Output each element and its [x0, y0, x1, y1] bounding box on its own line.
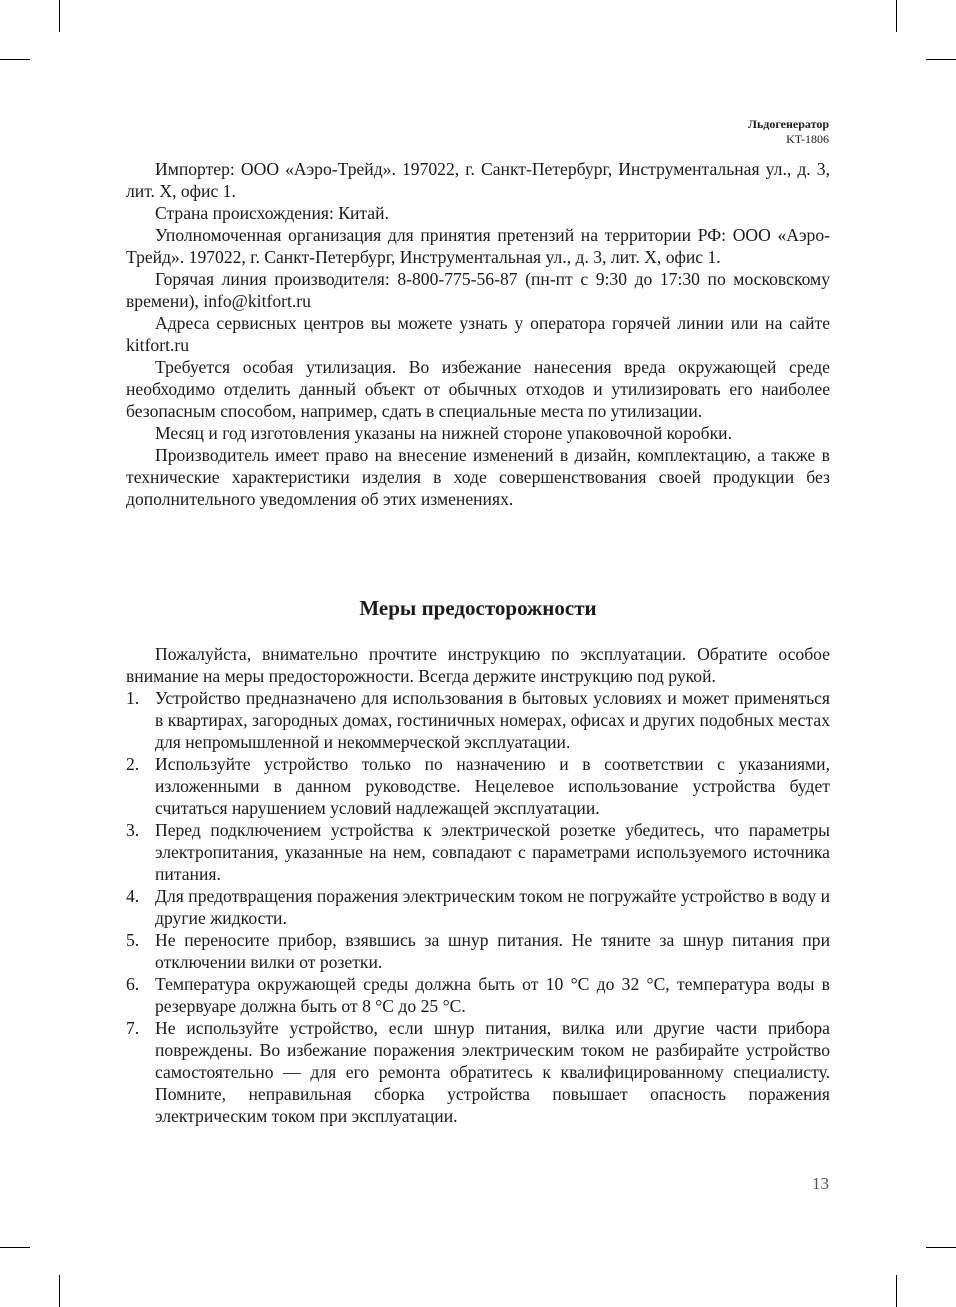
- page-number: 13: [812, 1174, 829, 1193]
- info-block: [126, 158, 830, 510]
- importer-paragraph: Импортер: ООО «Аэро-Трейд». 197022, г. Санкт-Петербург, Инструментальная ул., д. 3, лит. Х, офис 1.: [126, 159, 830, 201]
- running-header: [748, 117, 829, 147]
- list-item-text: Температура окружающей среды должна быть от 10 °С до 32 °С, температура воды в резервуаре должна быть от 8 °С до 25 °С.: [155, 974, 830, 1016]
- list-item: [126, 1017, 830, 1127]
- claims-organization-paragraph: Уполномоченная организация для принятия претензий на территории РФ: ООО «Аэро-Трейд». 197022, г. Санкт-Петербург, Инструментальная ул., д. 3, лит. Х, офис 1.: [126, 225, 830, 267]
- list-item-text: Для предотвращения поражения электрическим током не погружайте устройство в воду и другие жидкости.: [155, 886, 830, 928]
- list-item-number: 3.: [126, 820, 140, 840]
- list-item-number: 4.: [126, 886, 140, 906]
- list-item-text: Устройство предназначено для использования в бытовых условиях и может применяться в квартирах, загородных домах, гостиничных номерах, офисах и других подобных местах для непромышленной и некоммерческой эксплуатации.: [155, 688, 830, 752]
- crop-mark-bottom-left-vertical: [59, 1275, 60, 1307]
- list-item-text: Используйте устройство только по назначению и в соответствии с указаниями, изложенными в данном руководстве. Нецелевое использование устройства будет считаться нарушением условий надлежащей эксплуатации.: [155, 754, 830, 818]
- crop-mark-top-right-horizontal: [926, 59, 956, 60]
- crop-mark-bottom-right-vertical: [896, 1275, 897, 1307]
- crop-mark-bottom-right-horizontal: [926, 1247, 956, 1248]
- manufacturer-rights-paragraph: Производитель имеет право на внесение изменений в дизайн, комплектацию, а также в технические характеристики изделия в ходе совершенствования своей продукции без дополнительного уведомления об этих изменениях.: [126, 445, 830, 509]
- list-item-text: Перед подключением устройства к электрической розетке убедитесь, что параметры электропитания, указанные на нем, совпадают с параметрами используемого источника питания.: [155, 820, 830, 884]
- list-item: [126, 753, 830, 819]
- country-paragraph: Страна происхождения: Китай.: [155, 203, 389, 223]
- list-item: [126, 929, 830, 973]
- list-item-number: 7.: [126, 1018, 140, 1038]
- list-item-number: 1.: [126, 688, 140, 708]
- crop-mark-bottom-left-horizontal: [0, 1247, 30, 1248]
- list-item: [126, 819, 830, 885]
- hotline-paragraph: Горячая линия производителя: 8-800-775-56-87 (пн-пт с 9:30 до 17:30 по московскому времени), info@kitfort.ru: [126, 269, 830, 311]
- precautions-list: [126, 687, 830, 1127]
- crop-mark-top-right-vertical: [896, 0, 897, 32]
- list-item-text: Не используйте устройство, если шнур питания, вилка или другие части прибора повреждены. Во избежание поражения электрическим током не разбирайте устройство самостоятельно — для его ремонта обратитесь к квалифицированному специалисту. Помните, неправильная сборка устройства повышает опасность поражения электрическим током при эксплуатации.: [155, 1018, 830, 1126]
- section-title: Меры предосторожности: [359, 596, 597, 620]
- list-item-text: Не переносите прибор, взявшись за шнур питания. Не тяните за шнур питания при отключении вилки от розетки.: [155, 930, 830, 972]
- list-item: [126, 687, 830, 753]
- list-item: [126, 973, 830, 1017]
- list-item: [126, 885, 830, 929]
- list-item-number: 2.: [126, 754, 140, 774]
- service-centers-paragraph: Адреса сервисных центров вы можете узнать у оператора горячей линии или на сайте kitfort.ru: [126, 313, 830, 355]
- precautions-intro: Пожалуйста, внимательно прочтите инструкцию по эксплуатации. Обратите особое внимание на меры предосторожности. Всегда держите инструкцию под рукой.: [126, 644, 830, 686]
- list-item-number: 6.: [126, 974, 140, 994]
- header-product-name: Льдогенератор: [748, 117, 829, 131]
- list-item-number: 5.: [126, 930, 140, 950]
- crop-mark-top-left-vertical: [59, 0, 60, 32]
- manufacture-date-paragraph: Месяц и год изготовления указаны на нижней стороне упаковочной коробки.: [155, 423, 732, 443]
- precautions-section: [126, 643, 830, 1127]
- crop-mark-top-left-horizontal: [0, 59, 30, 60]
- header-model: KT-1806: [786, 132, 829, 146]
- disposal-paragraph: Требуется особая утилизация. Во избежание нанесения вреда окружающей среде необходимо отделить данный объект от обычных отходов и утилизировать его наиболее безопасным способом, например, сдать в специальные места по утилизации.: [126, 357, 830, 421]
